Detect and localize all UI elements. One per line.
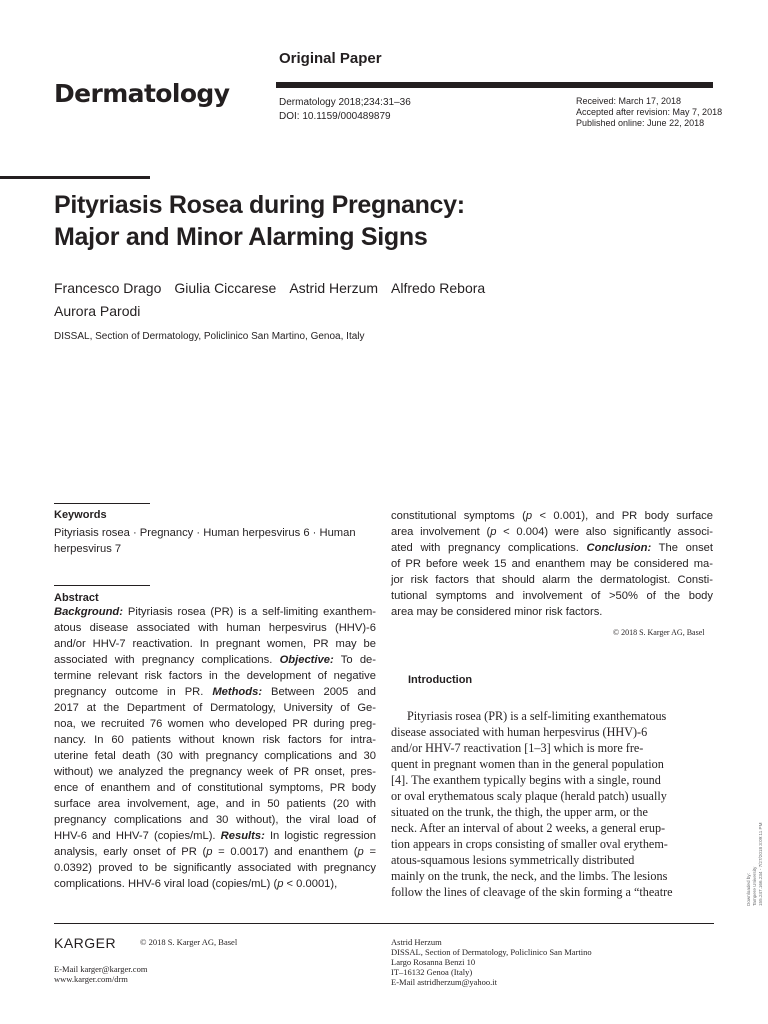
abstract-left-column [54, 604, 376, 892]
text-line: neck. After an interval of about 2 weeks, a general erup- [391, 821, 666, 835]
keywords-list [54, 525, 374, 557]
keywords-heading: Keywords [54, 509, 107, 521]
publisher-email[interactable]: E-Mail karger@karger.com [54, 964, 148, 974]
text-line: associated with pregnancy complications. Objective: To de- [54, 654, 376, 666]
text-line: ence of enanthem and of constitutional symptoms, PR body [54, 782, 376, 794]
text-line: constitutional symptoms (p < 0.001), and PR body surface [391, 510, 713, 522]
download-note-line: Downloaded by: [746, 873, 751, 906]
publisher-website[interactable]: www.karger.com/drm [54, 974, 128, 984]
author: Aurora Parodi [54, 303, 141, 319]
abstract-copyright: © 2018 S. Karger AG, Basel [613, 628, 705, 637]
text-line: mainly on the trunk, the neck, and the limbs. The lesions [391, 869, 668, 883]
text-line: disease associated with human herpesvirus (HHV)-6 [391, 725, 648, 739]
text-line: 2017 at the Department of Dermatology, University of Ge- [54, 702, 376, 714]
download-note-line: 155.247.166.234 - 7/27/2018 3:09:11 PM [758, 822, 763, 906]
author: Alfredo Rebora [391, 280, 486, 296]
title-rule [0, 176, 150, 179]
text-line: surface area involvement, age, and in 50 patients (20 with [54, 798, 376, 810]
author: Francesco Drago [54, 280, 162, 296]
text-line: situated on the trunk, the thigh, the upper arm, or the [391, 805, 648, 819]
dates-block [576, 96, 722, 129]
text-line: area may be considered minor risk factors. [391, 606, 603, 618]
text-line: [4]. The exanthem typically begins with a single, round [391, 773, 661, 787]
published-date: Published online: June 22, 2018 [576, 118, 705, 128]
text-line: area involvement (p < 0.004) were also significantly associ- [391, 526, 713, 538]
abstract-rule [54, 585, 150, 586]
text-line: noa, we recruited 76 women who developed PR during preg- [54, 718, 376, 730]
text-line: 0.0392) proved to be significantly associated with pregnancy [54, 862, 376, 874]
correspondence-address [391, 937, 592, 987]
article-title [54, 189, 714, 253]
text-line: or oval erythematous scaly plaque (herald patch) usually [391, 789, 667, 803]
title-line-1: Pityriasis Rosea during Pregnancy: [54, 191, 465, 219]
text-line: Pityriasis rosea (PR) is a self-limiting exanthematous [407, 709, 667, 723]
introduction-text [391, 708, 713, 900]
text-line: without) we analyzed the pregnancy week of PR onset, pres- [54, 766, 376, 778]
correspondence-line: DISSAL, Section of Dermatology, Policlinico San Martino [391, 947, 592, 957]
text-line: quent in pregnant women than in the general population [391, 757, 664, 771]
text-line: ated with pregnancy complications. Conclusion: The onset [391, 542, 713, 554]
introduction-heading: Introduction [408, 674, 473, 686]
author: Astrid Herzum [289, 280, 379, 296]
keywords-line: Pityriasis rosea · Pregnancy · Human herpesvirus 6 · Human [54, 527, 356, 539]
author: Giulia Ciccarese [174, 280, 277, 296]
footer-copyright: © 2018 S. Karger AG, Basel [140, 937, 238, 947]
citation: Dermatology 2018;234:31–36 [279, 97, 411, 108]
abstract-right-column [391, 508, 713, 620]
text-line: of PR before week 15 and enanthem may be considered ma- [391, 558, 713, 570]
text-line: HHV-6 and HHV-7 (copies/mL). Results: In logistic regression [54, 830, 376, 842]
received-date: Received: March 17, 2018 [576, 96, 682, 106]
download-note-line: Tampere University [752, 866, 757, 906]
text-line: and/or HHV-7 reactivation. In pregnant women, PR may be [54, 638, 376, 650]
text-line: tutional symptoms and involvement of >50% of the body [391, 590, 713, 602]
abstract-heading: Abstract [54, 592, 99, 604]
download-note [746, 786, 764, 906]
keywords-rule [54, 503, 150, 504]
affiliation: DISSAL, Section of Dermatology, Policlinico San Martino, Genoa, Italy [54, 331, 365, 342]
correspondence-line: Largo Rosanna Benzi 10 [391, 957, 476, 967]
paper-type-label: Original Paper [279, 50, 382, 67]
text-line: pregnancy outcome in PR. Methods: Between 2005 and [54, 686, 376, 698]
author-list [54, 277, 574, 323]
text-line: tion appears in crops consisting of smaller oval erythem- [391, 837, 668, 851]
text-line: uterine fetal death (30 with pregnancy complications and 30 [54, 750, 376, 762]
citation-block [279, 96, 411, 124]
text-line: atous-squamous lesions symmetrically distributed [391, 853, 635, 867]
text-line: pregnancy complications and 30 without), the viral load of [54, 814, 376, 826]
text-line: and/or HHV-7 reactivation [1–3] which is more fre- [391, 741, 644, 755]
accepted-date: Accepted after revision: May 7, 2018 [576, 107, 723, 117]
header-rule [276, 82, 713, 88]
text-line: jor risk factors that should alarm the dermatologist. Consti- [391, 574, 713, 586]
text-line: Background: Pityriasis rosea (PR) is a self-limiting exanthem- [54, 606, 376, 618]
title-line-2: Major and Minor Alarming Signs [54, 223, 428, 251]
correspondence-line: Astrid Herzum [391, 937, 442, 947]
text-line: termine relevant risk factors in the development of negative [54, 670, 376, 682]
text-line: follow the lines of cleavage of the skin forming a “theatre [391, 885, 673, 899]
publisher-contact [54, 964, 147, 984]
text-line: atous disease associated with human herpesvirus (HHV)-6 [54, 622, 376, 634]
text-line: complications. HHV-6 viral load (copies/mL) (p < 0.0001), [54, 878, 338, 890]
correspondence-line: IT–16132 Genoa (Italy) [391, 967, 473, 977]
doi[interactable]: DOI: 10.1159/000489879 [279, 111, 391, 122]
journal-logo: Dermatology [54, 79, 230, 108]
footer-rule [54, 923, 714, 924]
keywords-line: herpesvirus 7 [54, 543, 122, 555]
correspondence-email[interactable]: E-Mail astridherzum@yahoo.it [391, 977, 498, 987]
text-line: nancy. In 60 patients without known risk factors for intra- [54, 734, 376, 746]
publisher-logo: KARGER [54, 935, 117, 951]
text-line: analysis, early onset of PR (p = 0.0017) and enanthem (p = [54, 846, 376, 858]
